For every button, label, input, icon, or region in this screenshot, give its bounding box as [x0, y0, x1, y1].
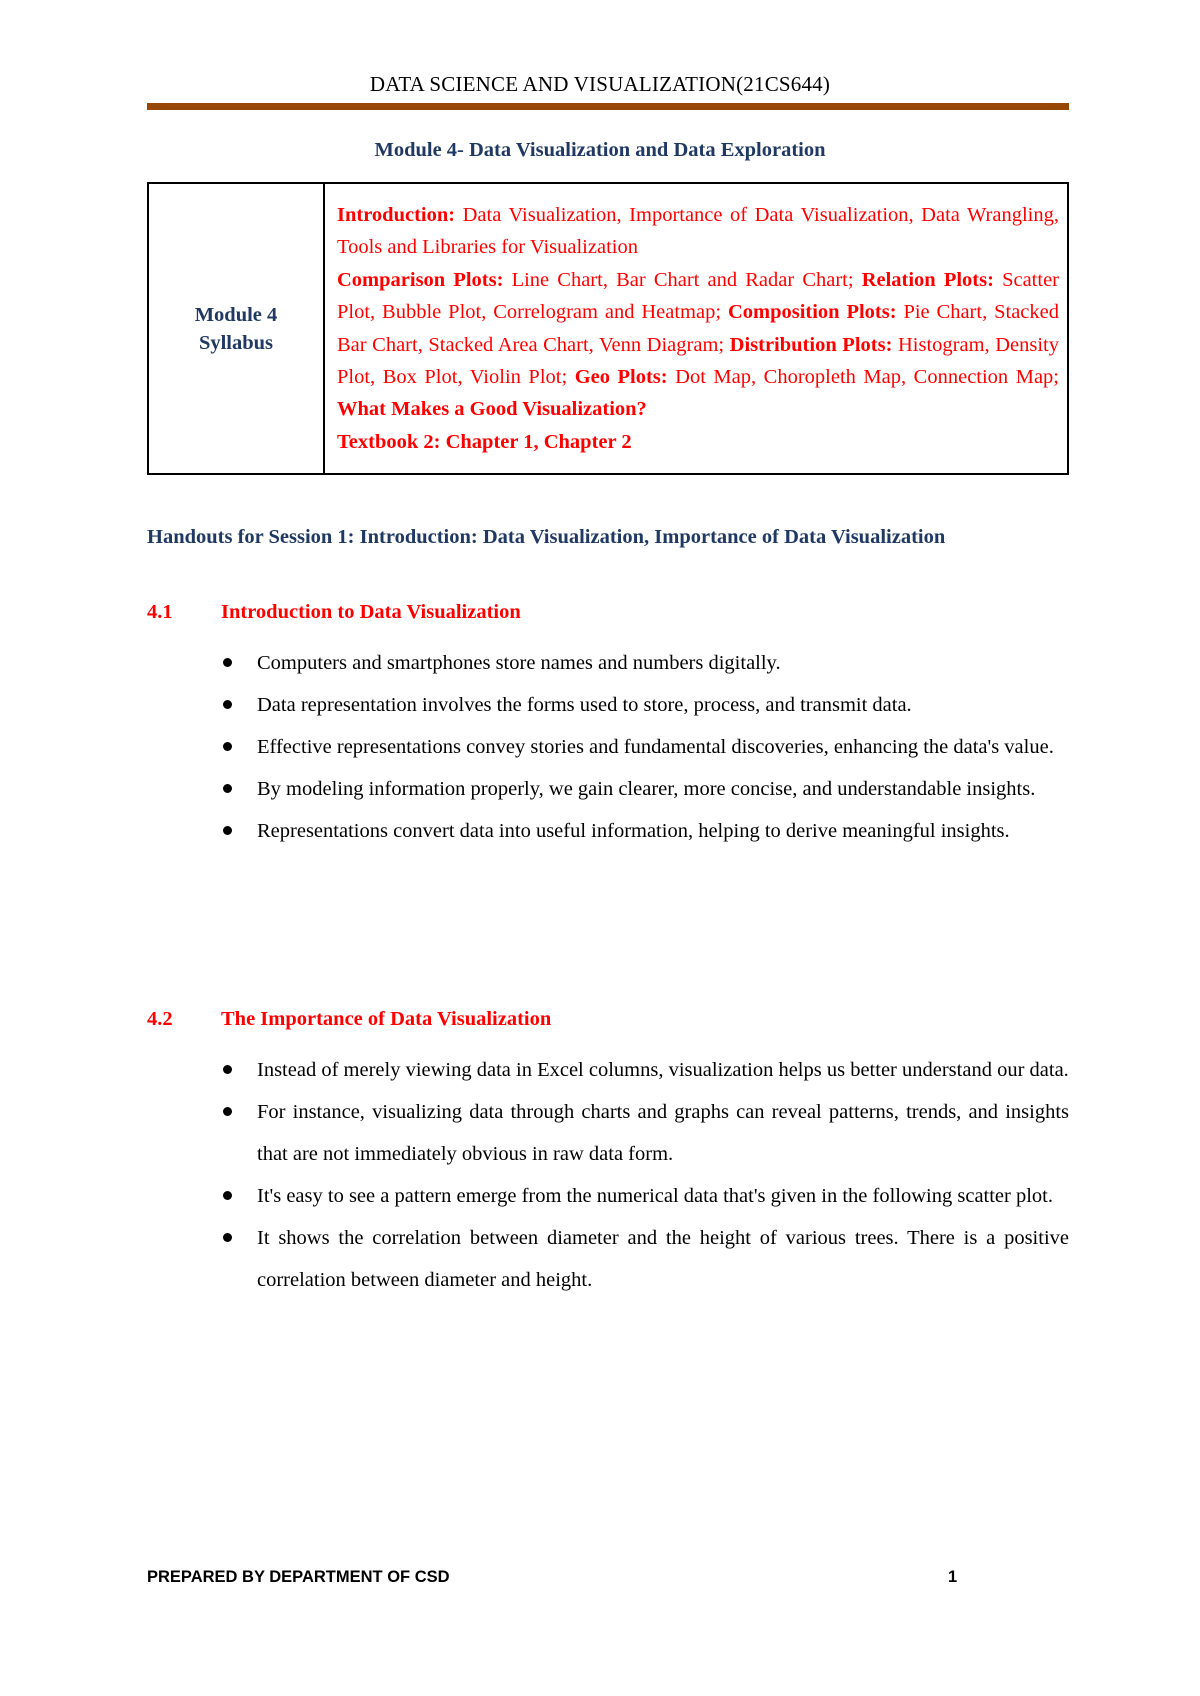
section-4-2-title: The Importance of Data Visualization: [221, 1008, 552, 1030]
section-4-2-bullet-list: [147, 1049, 1069, 1301]
topic-distribution-label: Distribution Plots:: [729, 333, 893, 356]
list-item: [147, 642, 1069, 684]
bullet-text: Representations convert data into useful information, helping to derive meaningful insights.: [257, 820, 1010, 842]
handouts-heading: Handouts for Session 1: Introduction: Data Visualization, Importance of Data Visualization: [147, 526, 946, 548]
list-item: [147, 726, 1069, 768]
syllabus-textbook-label: Textbook 2: Chapter 1, Chapter 2: [337, 430, 632, 453]
section-4-1-number: 4.1: [147, 601, 173, 623]
section-4-1-bullet-list: [147, 642, 1069, 852]
bullet-icon: [223, 1065, 232, 1074]
topic-distribution-text: Histogram, Density Plot, Box Plot, Violin Plot;: [337, 333, 1059, 388]
section-4-2-heading: [147, 1008, 551, 1031]
topic-composition-text: Pie Chart, Stacked Bar Chart, Stacked Area Chart, Venn Diagram;: [337, 301, 1059, 356]
bullet-text: Instead of merely viewing data in Excel columns, visualization helps us better understand our data.: [257, 1059, 1069, 1081]
topic-relation-text: Scatter Plot, Bubble Plot, Correlogram and Heatmap;: [337, 268, 1060, 324]
topic-composition-label: Composition Plots:: [727, 301, 897, 324]
bullet-icon: [223, 742, 232, 751]
section-4-2-number: 4.2: [147, 1008, 173, 1030]
syllabus-label-cell: [148, 183, 324, 474]
section-4-1-heading: [147, 601, 521, 624]
bullet-icon: [223, 1233, 232, 1242]
bullet-text: Computers and smartphones store names and numbers digitally.: [257, 652, 781, 674]
bullet-text: It shows the correlation between diameter and the height of various trees. There is a positive correlation between diameter and height.: [257, 1227, 1069, 1291]
topic-relation-label: Relation Plots:: [861, 268, 994, 291]
section-4-1-title: Introduction to Data Visualization: [221, 601, 521, 623]
footer-page-number: 1: [948, 1568, 958, 1586]
list-item: [147, 684, 1069, 726]
bullet-text: It's easy to see a pattern emerge from the numerical data that's given in the following scatter plot.: [257, 1185, 1053, 1207]
bullet-text: Effective representations convey stories and fundamental discoveries, enhancing the data's value.: [257, 736, 1054, 758]
topic-comparison-label: Comparison Plots:: [337, 268, 504, 291]
topic-good-visualization-label: What Makes a Good Visualization?: [337, 398, 647, 421]
list-item: [147, 768, 1069, 810]
bullet-icon: [223, 1191, 232, 1200]
topic-introduction-text: Data Visualization, Importance of Data Visualization, Data Wrangling, Tools and Libraries for Visualization: [337, 203, 1059, 259]
list-item: [147, 1175, 1069, 1217]
header-rule: [147, 103, 1069, 110]
syllabus-content-cell: [324, 183, 1068, 474]
bullet-icon: [223, 784, 232, 793]
bullet-icon: [223, 700, 232, 709]
bullet-icon: [223, 1107, 232, 1116]
bullet-text: Data representation involves the forms used to store, process, and transmit data.: [257, 694, 912, 716]
list-item: [147, 1217, 1069, 1301]
syllabus-table: [147, 182, 1069, 475]
syllabus-topics: [337, 199, 1059, 426]
header-title: DATA SCIENCE AND VISUALIZATION(21CS644): [369, 72, 831, 96]
topic-geo-text: Dot Map, Choropleth Map, Connection Map;: [667, 365, 1059, 388]
syllabus-label-line2: Syllabus: [198, 331, 274, 354]
bullet-icon: [223, 826, 232, 835]
bullet-text: For instance, visualizing data through charts and graphs can reveal patterns, trends, and insights that are not immediately obvious in raw data form.: [257, 1101, 1069, 1165]
list-item: [147, 1049, 1069, 1091]
topic-comparison-text: Line Chart, Bar Chart and Radar Chart;: [503, 268, 862, 291]
module-title: Module 4- Data Visualization and Data Exploration: [374, 139, 826, 161]
bullet-text: By modeling information properly, we gain clearer, more concise, and understandable insights.: [257, 778, 1036, 800]
list-item: [147, 1091, 1069, 1175]
syllabus-label-line1: Module 4: [194, 303, 278, 326]
syllabus-textbook: [337, 426, 1059, 458]
topic-introduction-label: Introduction:: [337, 203, 456, 226]
footer-prepared-by: PREPARED BY DEPARTMENT OF CSD: [147, 1568, 450, 1586]
list-item: [147, 810, 1069, 852]
bullet-icon: [223, 658, 232, 667]
topic-geo-label: Geo Plots:: [574, 365, 668, 388]
